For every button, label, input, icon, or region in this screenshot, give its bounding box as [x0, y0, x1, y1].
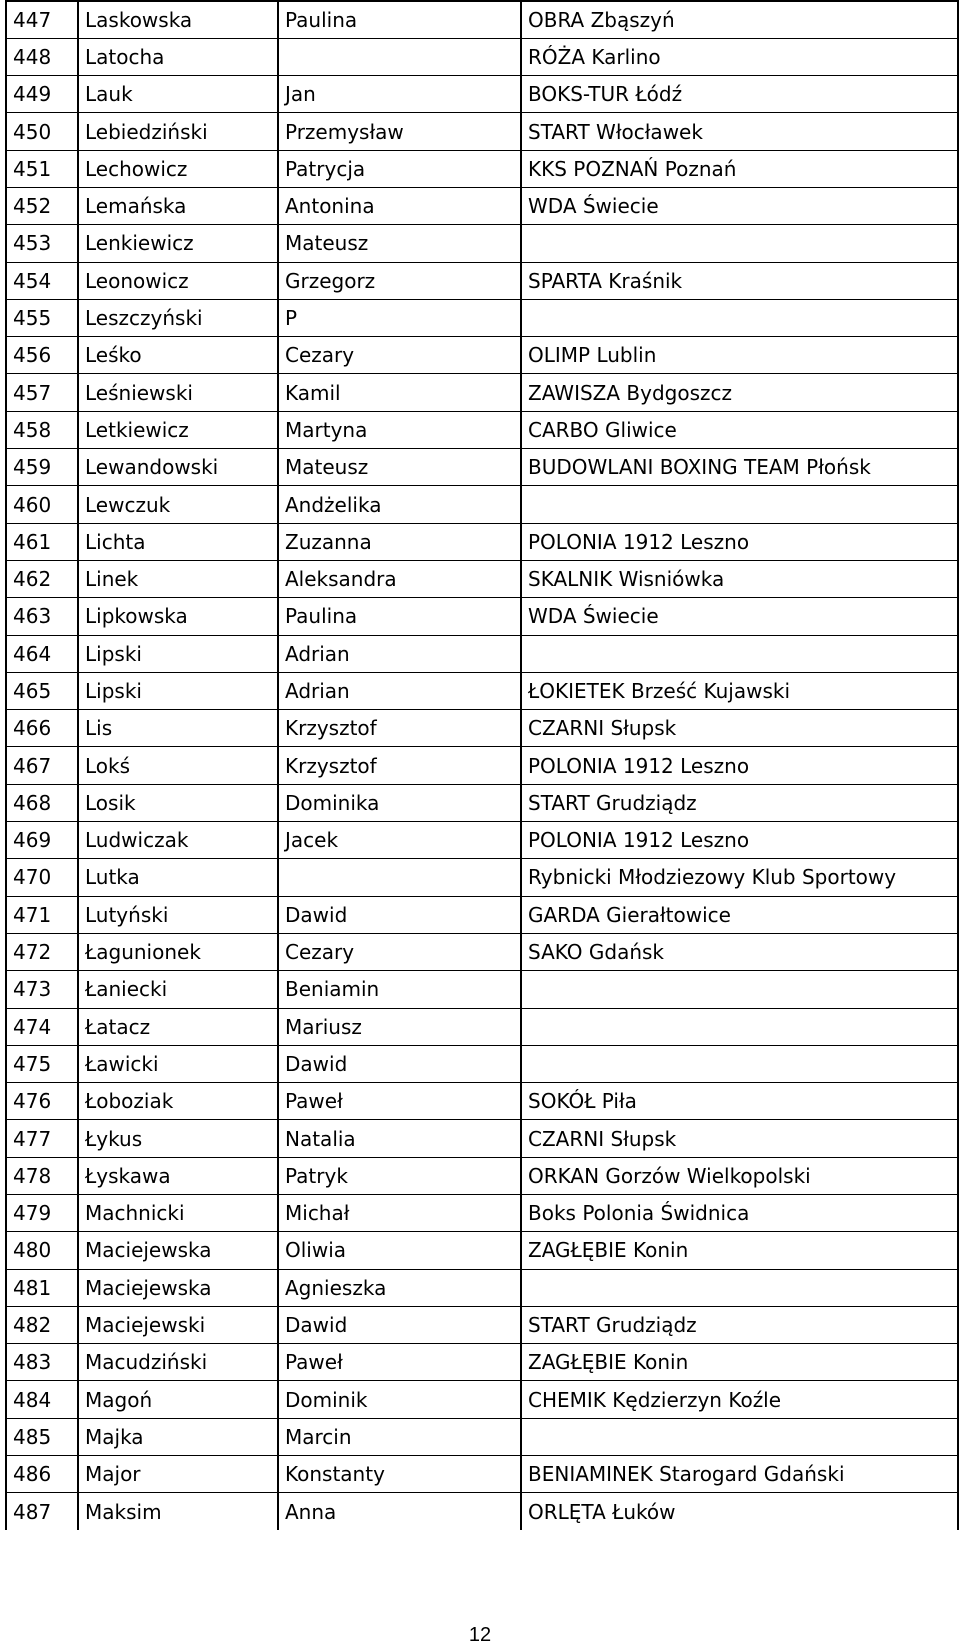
row-number-cell: 467 [6, 747, 78, 784]
first-name-cell: Paulina [278, 598, 521, 635]
last-name-cell: Lipski [78, 635, 278, 672]
table-row [6, 150, 958, 187]
first-name-cell: Patryk [278, 1157, 521, 1194]
club-cell: WDA Świecie [521, 598, 958, 635]
table-row [6, 710, 958, 747]
club-cell: SPARTA Kraśnik [521, 262, 958, 299]
club-cell: CARBO Gliwice [521, 411, 958, 448]
club-cell: START Włocławek [521, 113, 958, 150]
last-name-cell: Ludwiczak [78, 822, 278, 859]
last-name-cell: Lewandowski [78, 449, 278, 486]
row-number-cell: 482 [6, 1306, 78, 1343]
row-number-cell: 487 [6, 1493, 78, 1530]
club-cell: ZAWISZA Bydgoszcz [521, 374, 958, 411]
table-row [6, 896, 958, 933]
club-cell: POLONIA 1912 Leszno [521, 523, 958, 560]
row-number-cell: 479 [6, 1195, 78, 1232]
table-row [6, 1195, 958, 1232]
table-row [6, 1381, 958, 1418]
club-cell [521, 225, 958, 262]
last-name-cell: Lutyński [78, 896, 278, 933]
last-name-cell: Łagunionek [78, 933, 278, 970]
table-row [6, 1269, 958, 1306]
club-cell: Boks Polonia Świdnica [521, 1195, 958, 1232]
first-name-cell: Przemysław [278, 113, 521, 150]
last-name-cell: Lechowicz [78, 150, 278, 187]
club-cell: Rybnicki Młodziezowy Klub Sportowy [521, 859, 958, 896]
table-row [6, 635, 958, 672]
first-name-cell: Mariusz [278, 1008, 521, 1045]
row-number-cell: 449 [6, 76, 78, 113]
first-name-cell: Grzegorz [278, 262, 521, 299]
row-number-cell: 450 [6, 113, 78, 150]
first-name-cell: Mateusz [278, 225, 521, 262]
row-number-cell: 477 [6, 1120, 78, 1157]
table-row [6, 747, 958, 784]
table-row [6, 38, 958, 75]
first-name-cell: P [278, 299, 521, 336]
table-row [6, 1456, 958, 1493]
club-cell: START Grudziądz [521, 784, 958, 821]
club-cell: KKS POZNAŃ Poznań [521, 150, 958, 187]
first-name-cell: Dawid [278, 896, 521, 933]
last-name-cell: Maciejewska [78, 1269, 278, 1306]
first-name-cell: Krzysztof [278, 747, 521, 784]
last-name-cell: Łoboziak [78, 1083, 278, 1120]
row-number-cell: 454 [6, 262, 78, 299]
club-cell [521, 1269, 958, 1306]
table-row [6, 187, 958, 224]
first-name-cell: Dominik [278, 1381, 521, 1418]
club-cell: ORLĘTA Łuków [521, 1493, 958, 1530]
club-cell: BENIAMINEK Starogard Gdański [521, 1456, 958, 1493]
first-name-cell: Paulina [278, 1, 521, 38]
first-name-cell: Zuzanna [278, 523, 521, 560]
table-row [6, 1493, 958, 1530]
club-cell [521, 299, 958, 336]
row-number-cell: 484 [6, 1381, 78, 1418]
last-name-cell: Lutka [78, 859, 278, 896]
first-name-cell: Paweł [278, 1344, 521, 1381]
row-number-cell: 485 [6, 1418, 78, 1455]
table-row [6, 76, 958, 113]
last-name-cell: Leśko [78, 337, 278, 374]
last-name-cell: Leszczyński [78, 299, 278, 336]
club-cell: GARDA Gierałtowice [521, 896, 958, 933]
club-cell [521, 635, 958, 672]
row-number-cell: 460 [6, 486, 78, 523]
first-name-cell [278, 38, 521, 75]
row-number-cell: 468 [6, 784, 78, 821]
table-row [6, 299, 958, 336]
row-number-cell: 456 [6, 337, 78, 374]
club-cell: ZAGŁĘBIE Konin [521, 1344, 958, 1381]
first-name-cell: Jan [278, 76, 521, 113]
row-number-cell: 448 [6, 38, 78, 75]
last-name-cell: Leonowicz [78, 262, 278, 299]
first-name-cell: Adrian [278, 635, 521, 672]
table-row [6, 598, 958, 635]
row-number-cell: 472 [6, 933, 78, 970]
club-cell: ŁOKIETEK Brześć Kujawski [521, 672, 958, 709]
table-row [6, 449, 958, 486]
club-cell [521, 1008, 958, 1045]
table-row [6, 672, 958, 709]
row-number-cell: 453 [6, 225, 78, 262]
last-name-cell: Lebiedziński [78, 113, 278, 150]
first-name-cell: Oliwia [278, 1232, 521, 1269]
table-row [6, 822, 958, 859]
first-name-cell: Paweł [278, 1083, 521, 1120]
table-row [6, 1, 958, 38]
table-row [6, 1120, 958, 1157]
first-name-cell: Adrian [278, 672, 521, 709]
last-name-cell: Lichta [78, 523, 278, 560]
club-cell: CZARNI Słupsk [521, 710, 958, 747]
table-row [6, 1008, 958, 1045]
row-number-cell: 478 [6, 1157, 78, 1194]
row-number-cell: 473 [6, 971, 78, 1008]
table-row [6, 560, 958, 597]
table-row [6, 225, 958, 262]
first-name-cell: Jacek [278, 822, 521, 859]
last-name-cell: Majka [78, 1418, 278, 1455]
table-row [6, 411, 958, 448]
club-cell [521, 1045, 958, 1082]
row-number-cell: 481 [6, 1269, 78, 1306]
row-number-cell: 451 [6, 150, 78, 187]
table-row [6, 784, 958, 821]
participants-table-body [6, 1, 958, 1530]
first-name-cell: Konstanty [278, 1456, 521, 1493]
row-number-cell: 463 [6, 598, 78, 635]
row-number-cell: 470 [6, 859, 78, 896]
first-name-cell: Dawid [278, 1306, 521, 1343]
club-cell: BUDOWLANI BOXING TEAM Płońsk [521, 449, 958, 486]
club-cell: CHEMIK Kędzierzyn Koźle [521, 1381, 958, 1418]
last-name-cell: Lipski [78, 672, 278, 709]
table-row [6, 1083, 958, 1120]
row-number-cell: 476 [6, 1083, 78, 1120]
last-name-cell: Machnicki [78, 1195, 278, 1232]
first-name-cell: Cezary [278, 337, 521, 374]
row-number-cell: 483 [6, 1344, 78, 1381]
club-cell: START Grudziądz [521, 1306, 958, 1343]
table-row [6, 262, 958, 299]
first-name-cell: Michał [278, 1195, 521, 1232]
row-number-cell: 480 [6, 1232, 78, 1269]
row-number-cell: 475 [6, 1045, 78, 1082]
first-name-cell: Beniamin [278, 971, 521, 1008]
club-cell: SAKO Gdańsk [521, 933, 958, 970]
table-row [6, 971, 958, 1008]
table-row [6, 1157, 958, 1194]
last-name-cell: Maksim [78, 1493, 278, 1530]
row-number-cell: 457 [6, 374, 78, 411]
last-name-cell: Laskowska [78, 1, 278, 38]
last-name-cell: Lipkowska [78, 598, 278, 635]
participants-table [5, 0, 959, 1530]
row-number-cell: 464 [6, 635, 78, 672]
row-number-cell: 455 [6, 299, 78, 336]
last-name-cell: Latocha [78, 38, 278, 75]
first-name-cell: Natalia [278, 1120, 521, 1157]
table-row [6, 523, 958, 560]
row-number-cell: 474 [6, 1008, 78, 1045]
club-cell: OLIMP Lublin [521, 337, 958, 374]
club-cell: SOKÓŁ Piła [521, 1083, 958, 1120]
last-name-cell: Major [78, 1456, 278, 1493]
table-row [6, 1418, 958, 1455]
first-name-cell: Martyna [278, 411, 521, 448]
last-name-cell: Łyskawa [78, 1157, 278, 1194]
table-row [6, 113, 958, 150]
last-name-cell: Lewczuk [78, 486, 278, 523]
club-cell: POLONIA 1912 Leszno [521, 747, 958, 784]
club-cell: ORKAN Gorzów Wielkopolski [521, 1157, 958, 1194]
last-name-cell: Maciejewski [78, 1306, 278, 1343]
first-name-cell: Dominika [278, 784, 521, 821]
row-number-cell: 469 [6, 822, 78, 859]
row-number-cell: 447 [6, 1, 78, 38]
first-name-cell: Cezary [278, 933, 521, 970]
first-name-cell: Patrycja [278, 150, 521, 187]
row-number-cell: 466 [6, 710, 78, 747]
last-name-cell: Lis [78, 710, 278, 747]
last-name-cell: Losik [78, 784, 278, 821]
club-cell: RÓŻA Karlino [521, 38, 958, 75]
table-row [6, 1344, 958, 1381]
club-cell: POLONIA 1912 Leszno [521, 822, 958, 859]
last-name-cell: Lokś [78, 747, 278, 784]
last-name-cell: Ławicki [78, 1045, 278, 1082]
last-name-cell: Macudziński [78, 1344, 278, 1381]
first-name-cell: Antonina [278, 187, 521, 224]
table-row [6, 933, 958, 970]
row-number-cell: 465 [6, 672, 78, 709]
table-row [6, 859, 958, 896]
row-number-cell: 486 [6, 1456, 78, 1493]
first-name-cell: Kamil [278, 374, 521, 411]
club-cell: ZAGŁĘBIE Konin [521, 1232, 958, 1269]
last-name-cell: Linek [78, 560, 278, 597]
first-name-cell: Aleksandra [278, 560, 521, 597]
row-number-cell: 459 [6, 449, 78, 486]
last-name-cell: Leśniewski [78, 374, 278, 411]
club-cell [521, 971, 958, 1008]
last-name-cell: Lemańska [78, 187, 278, 224]
first-name-cell: Dawid [278, 1045, 521, 1082]
first-name-cell: Krzysztof [278, 710, 521, 747]
club-cell: WDA Świecie [521, 187, 958, 224]
table-row [6, 374, 958, 411]
club-cell: BOKS-TUR Łódź [521, 76, 958, 113]
row-number-cell: 458 [6, 411, 78, 448]
club-cell [521, 1418, 958, 1455]
club-cell [521, 486, 958, 523]
first-name-cell: Anna [278, 1493, 521, 1530]
first-name-cell: Agnieszka [278, 1269, 521, 1306]
table-row [6, 1232, 958, 1269]
last-name-cell: Lenkiewicz [78, 225, 278, 262]
first-name-cell: Marcin [278, 1418, 521, 1455]
first-name-cell: Andżelika [278, 486, 521, 523]
row-number-cell: 471 [6, 896, 78, 933]
last-name-cell: Łatacz [78, 1008, 278, 1045]
table-row [6, 486, 958, 523]
last-name-cell: Letkiewicz [78, 411, 278, 448]
last-name-cell: Lauk [78, 76, 278, 113]
last-name-cell: Łykus [78, 1120, 278, 1157]
last-name-cell: Łaniecki [78, 971, 278, 1008]
club-cell: SKALNIK Wisniówka [521, 560, 958, 597]
last-name-cell: Maciejewska [78, 1232, 278, 1269]
table-row [6, 1306, 958, 1343]
last-name-cell: Magoń [78, 1381, 278, 1418]
row-number-cell: 462 [6, 560, 78, 597]
table-row [6, 337, 958, 374]
club-cell: CZARNI Słupsk [521, 1120, 958, 1157]
row-number-cell: 452 [6, 187, 78, 224]
club-cell: OBRA Zbąszyń [521, 1, 958, 38]
table-row [6, 1045, 958, 1082]
row-number-cell: 461 [6, 523, 78, 560]
page-number: 12 [468, 1624, 492, 1646]
first-name-cell [278, 859, 521, 896]
first-name-cell: Mateusz [278, 449, 521, 486]
